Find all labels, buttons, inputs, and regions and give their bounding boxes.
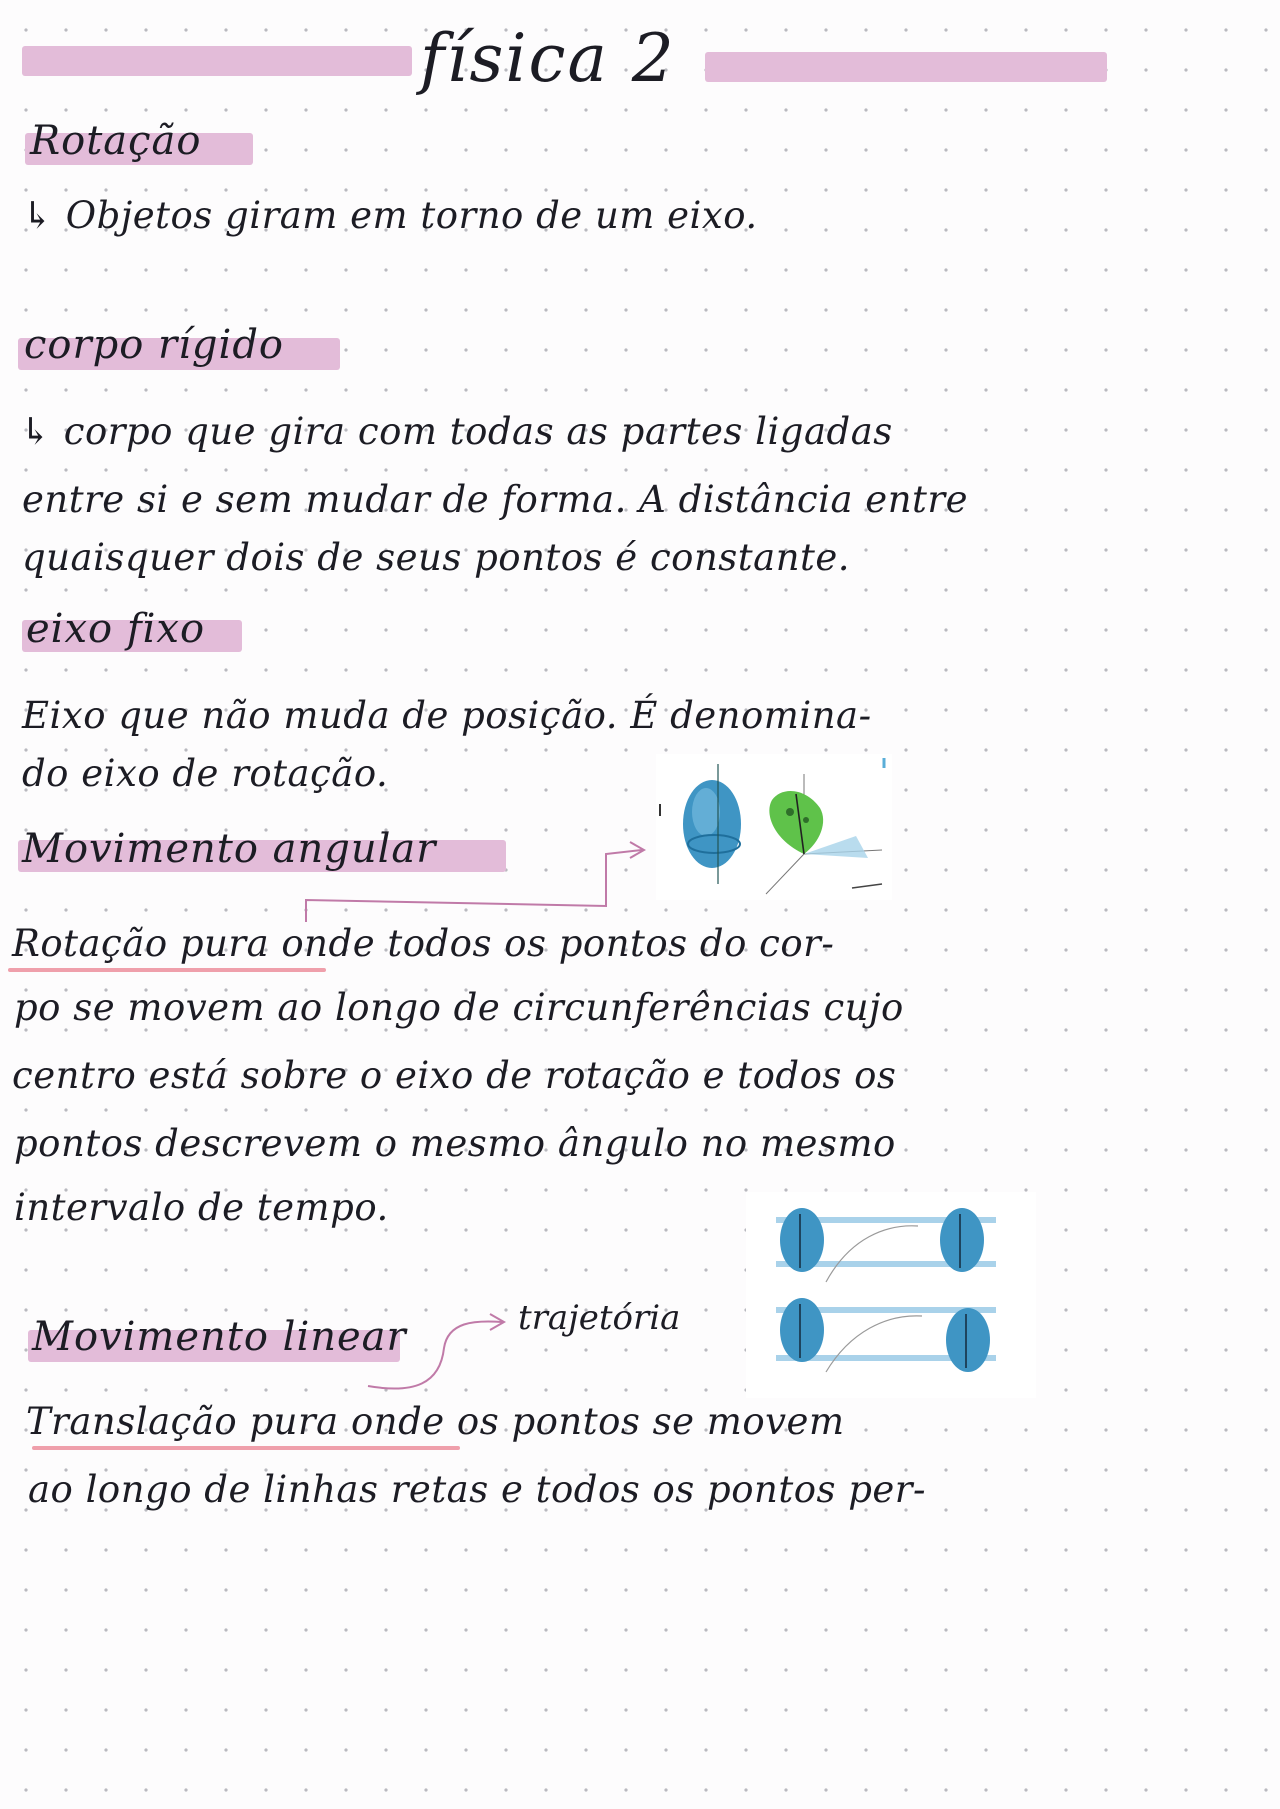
ellipse-bottom-left	[780, 1298, 824, 1362]
movimento-angular-line-5: intervalo de tempo.	[14, 1186, 389, 1229]
movimento-angular-line-2: po se movem ao longo de circunferências cujo	[14, 986, 904, 1029]
rotacao-line-1: ↳ Objetos giram em torno de um eixo.	[22, 194, 758, 237]
title-highlight-right	[705, 52, 1107, 82]
corpo-rigido-line-2: entre si e sem mudar de forma. A distância entre	[22, 478, 968, 521]
movimento-angular-heading: Movimento angular	[22, 826, 437, 872]
rotacao-heading: Rotação	[30, 118, 202, 164]
ellipse-top-right	[940, 1208, 984, 1272]
movimento-angular-line-1: Rotação pura onde todos os pontos do cor-	[12, 922, 835, 965]
eixo-fixo-line-2: do eixo de rotação.	[22, 752, 389, 795]
movimento-angular-line-4: pontos descrevem o mesmo ângulo no mesmo	[14, 1122, 896, 1165]
movimento-linear-line-2: ao longo de linhas retas e todos os pontos per-	[28, 1468, 926, 1511]
corpo-rigido-heading: corpo rígido	[24, 322, 285, 368]
corpo-rigido-line-1: ↳ corpo que gira com todas as partes ligadas	[20, 410, 893, 453]
rotacao-pura-underline	[8, 968, 326, 972]
rotation-axis-figure	[656, 754, 892, 900]
trajetoria-annotation: trajetória	[518, 1298, 681, 1338]
movimento-linear-line-1: Translação pura onde os pontos se movem	[26, 1400, 845, 1443]
translacao-pura-underline	[32, 1446, 460, 1450]
movimento-angular-line-3: centro está sobre o eixo de rotação e todos os	[12, 1054, 897, 1097]
eixo-fixo-line-1: Eixo que não muda de posição. É denomina-	[22, 694, 872, 737]
ellipse-top-left	[780, 1208, 824, 1272]
page-title: física 2	[420, 20, 676, 97]
ellipse-bottom-right	[946, 1308, 990, 1372]
eixo-fixo-heading: eixo fixo	[26, 606, 206, 652]
title-highlight-left	[22, 46, 412, 76]
movimento-linear-heading: Movimento linear	[32, 1314, 407, 1360]
translation-figure	[746, 1192, 1036, 1398]
corpo-rigido-line-3: quaisquer dois de seus pontos é constante.	[22, 536, 851, 579]
angular-arrow	[300, 836, 656, 926]
